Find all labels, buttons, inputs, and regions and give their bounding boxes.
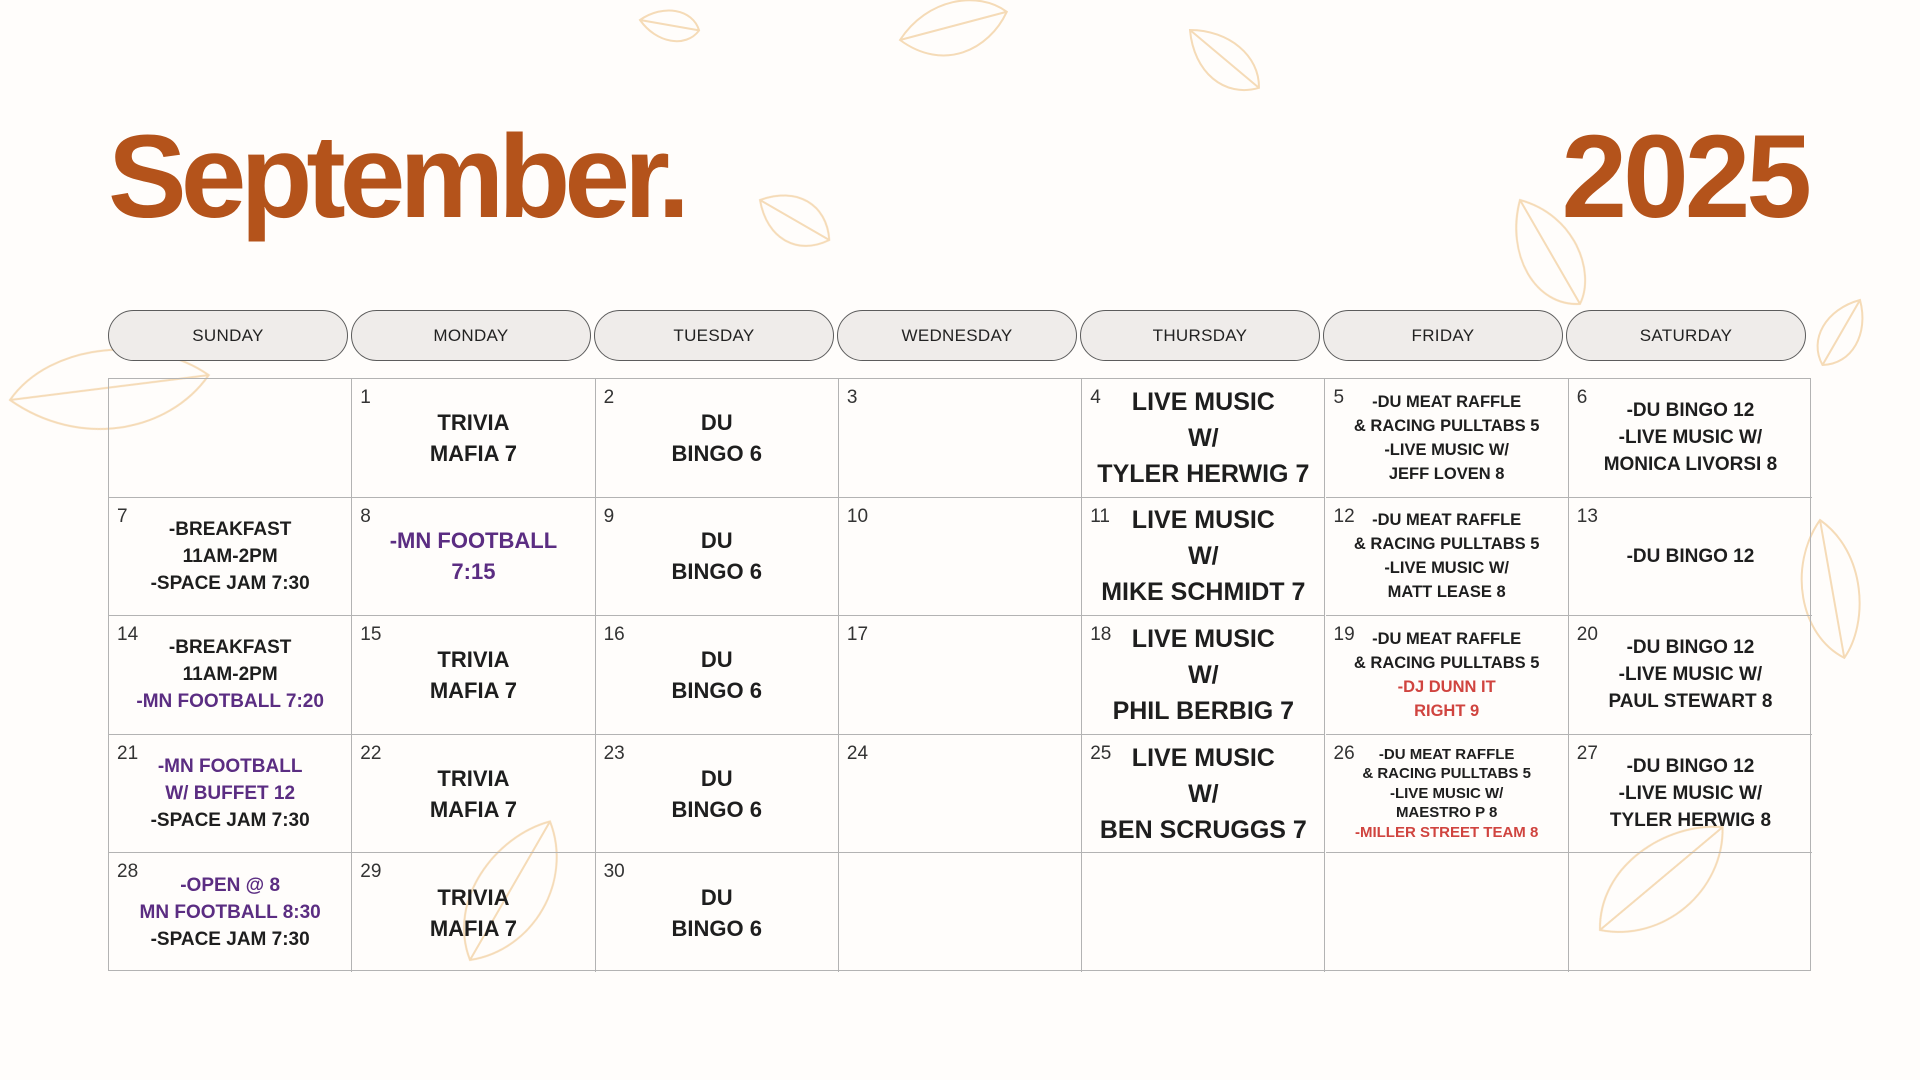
calendar-grid <box>108 378 1811 971</box>
event-line: MAFIA 7 <box>429 796 518 822</box>
event-list <box>109 616 351 734</box>
event-line: -DU BINGO 12 <box>1626 400 1755 422</box>
day-number: 1 <box>360 387 371 408</box>
day-number: 19 <box>1333 624 1355 646</box>
event-line: LIVE MUSIC <box>1131 743 1275 772</box>
event-list <box>1082 616 1324 734</box>
month-title: September. <box>108 111 685 243</box>
event-list <box>352 379 594 497</box>
event-line: -SPACE JAM 7:30 <box>150 572 310 594</box>
event-list <box>839 616 1081 734</box>
event-list <box>109 853 351 972</box>
day-number: 5 <box>1333 387 1345 408</box>
event-line: -MN FOOTBALL 7:20 <box>136 691 324 713</box>
event-line: -LIVE MUSIC W/ <box>1618 664 1763 686</box>
event-line: W/ <box>1188 660 1219 689</box>
event-list <box>596 498 838 616</box>
day-cell <box>109 616 352 735</box>
event-line: BINGO 6 <box>671 559 762 585</box>
event-line: -OPEN @ 8 <box>180 875 281 897</box>
event-line: DU <box>700 765 733 791</box>
weekday-tuesday: TUESDAY <box>594 310 834 361</box>
day-number: 16 <box>603 624 625 646</box>
event-line: & RACING PULLTABS 5 <box>1362 765 1531 783</box>
day-cell <box>109 498 352 617</box>
day-cell <box>1326 735 1569 854</box>
weekday-thursday: THURSDAY <box>1080 310 1320 361</box>
day-cell <box>352 379 595 498</box>
day-number: 28 <box>117 861 139 883</box>
day-number: 12 <box>1333 505 1355 527</box>
event-list <box>109 379 351 497</box>
event-line: MATT LEASE 8 <box>1387 583 1506 602</box>
event-line: -LIVE MUSIC W/ <box>1389 784 1504 802</box>
day-number: 8 <box>360 505 371 527</box>
event-line: & RACING PULLTABS 5 <box>1353 653 1540 672</box>
event-line: -MN FOOTBALL <box>157 756 303 778</box>
day-cell <box>839 735 1082 854</box>
day-cell <box>1569 379 1812 498</box>
day-cell <box>352 616 595 735</box>
leaf-icon <box>749 181 841 260</box>
event-list <box>839 735 1081 853</box>
day-number: 11 <box>1090 505 1110 527</box>
event-line: TRIVIA <box>437 646 510 672</box>
day-number: 17 <box>846 624 869 646</box>
day-number: 26 <box>1333 742 1355 764</box>
event-list <box>1326 379 1568 497</box>
weekday-header-row <box>108 310 1812 363</box>
event-line: 7:15 <box>451 559 496 585</box>
day-cell <box>352 735 595 854</box>
event-line: -DU BINGO 12 <box>1626 545 1755 567</box>
event-line: TYLER HERWIG 8 <box>1609 810 1772 832</box>
day-cell <box>1082 379 1325 498</box>
event-list <box>1569 616 1812 734</box>
event-list <box>1082 735 1324 853</box>
day-number: 15 <box>360 624 382 646</box>
event-line: MN FOOTBALL 8:30 <box>139 902 321 924</box>
event-line: -MN FOOTBALL <box>389 528 558 554</box>
event-line: & RACING PULLTABS 5 <box>1353 416 1540 435</box>
event-line: -DU MEAT RAFFLE <box>1372 392 1522 411</box>
day-number: 27 <box>1576 742 1598 764</box>
event-line: MAFIA 7 <box>429 915 518 941</box>
day-cell <box>1569 498 1812 617</box>
day-cell <box>596 498 839 617</box>
day-cell <box>1569 616 1812 735</box>
day-cell <box>839 498 1082 617</box>
event-list <box>1082 853 1324 972</box>
day-cell <box>1326 853 1569 972</box>
day-number: 13 <box>1576 505 1598 527</box>
event-line: TYLER HERWIG 7 <box>1097 459 1310 488</box>
event-list <box>1569 735 1812 853</box>
event-list <box>352 853 594 972</box>
day-cell <box>839 853 1082 972</box>
event-list <box>1569 498 1812 616</box>
event-line: W/ <box>1188 542 1219 571</box>
event-line: -SPACE JAM 7:30 <box>150 929 310 951</box>
event-line: -DU BINGO 12 <box>1626 756 1755 778</box>
day-number: 14 <box>117 624 139 646</box>
event-list <box>1326 498 1568 616</box>
event-line: -BREAKFAST <box>168 637 292 659</box>
day-cell <box>839 379 1082 498</box>
event-line: 11AM-2PM <box>182 545 278 567</box>
event-line: MIKE SCHMIDT 7 <box>1101 578 1306 607</box>
day-cell <box>1569 735 1812 854</box>
event-line: MAESTRO P 8 <box>1395 804 1498 822</box>
weekday-wednesday: WEDNESDAY <box>837 310 1077 361</box>
event-line: -LIVE MUSIC W/ <box>1384 440 1509 459</box>
event-list <box>352 735 594 853</box>
day-number: 10 <box>846 505 869 527</box>
event-line: JEFF LOVEN 8 <box>1388 464 1505 483</box>
day-number: 24 <box>846 742 869 764</box>
event-line: PAUL STEWART 8 <box>1608 691 1773 713</box>
day-number: 29 <box>360 861 382 883</box>
day-cell <box>596 735 839 854</box>
event-line: DU <box>700 884 733 910</box>
event-line: -DJ DUNN IT <box>1397 677 1496 696</box>
event-line: -BREAKFAST <box>168 518 292 540</box>
event-line: BINGO 6 <box>671 796 762 822</box>
day-cell <box>1082 735 1325 854</box>
event-list <box>1082 379 1324 497</box>
day-number: 18 <box>1090 624 1112 646</box>
event-line: BINGO 6 <box>671 677 762 703</box>
event-line: MAFIA 7 <box>429 677 518 703</box>
event-line: DU <box>700 528 733 554</box>
weekday-sunday: SUNDAY <box>108 310 348 361</box>
event-list <box>1326 616 1568 734</box>
day-number: 6 <box>1576 387 1588 408</box>
event-line: MONICA LIVORSI 8 <box>1603 454 1778 476</box>
event-list <box>596 853 838 972</box>
event-line: DU <box>700 409 733 435</box>
event-line: BINGO 6 <box>671 440 762 466</box>
weekday-saturday: SATURDAY <box>1566 310 1806 361</box>
day-cell <box>1082 616 1325 735</box>
day-cell <box>1326 379 1569 498</box>
weekday-monday: MONDAY <box>351 310 591 361</box>
day-number: 25 <box>1090 742 1112 764</box>
event-list <box>596 616 838 734</box>
day-number: 3 <box>846 387 858 408</box>
day-number: 2 <box>603 387 615 408</box>
day-cell <box>352 498 595 617</box>
event-line: -DU MEAT RAFFLE <box>1372 629 1522 648</box>
event-list <box>1326 735 1568 853</box>
event-list <box>596 379 838 497</box>
event-line: -SPACE JAM 7:30 <box>150 810 310 832</box>
day-number: 30 <box>603 861 625 883</box>
event-list <box>1569 379 1812 497</box>
leaf-icon <box>894 0 1015 71</box>
event-line: -LIVE MUSIC W/ <box>1618 427 1763 449</box>
day-cell <box>1569 853 1812 972</box>
event-line: W/ <box>1188 779 1219 808</box>
event-line: LIVE MUSIC <box>1131 624 1275 653</box>
leaf-icon <box>637 5 701 45</box>
leaf-icon <box>1176 16 1271 105</box>
day-cell <box>839 616 1082 735</box>
day-cell <box>596 379 839 498</box>
event-list <box>109 498 351 616</box>
event-line: LIVE MUSIC <box>1131 387 1275 416</box>
event-line: -DU MEAT RAFFLE <box>1372 511 1522 530</box>
day-number: 9 <box>603 505 615 527</box>
event-list <box>839 498 1081 616</box>
day-cell <box>596 616 839 735</box>
weekday-friday: FRIDAY <box>1323 310 1563 361</box>
event-line: TRIVIA <box>437 765 510 791</box>
day-cell <box>1326 616 1569 735</box>
event-line: W/ <box>1188 423 1219 452</box>
year-title: 2025 <box>1561 111 1808 243</box>
event-line: TRIVIA <box>437 409 510 435</box>
event-list <box>839 379 1081 497</box>
day-number: 22 <box>360 742 382 764</box>
event-list <box>839 853 1081 972</box>
event-list <box>109 735 351 853</box>
event-list <box>352 498 594 616</box>
event-line: -LIVE MUSIC W/ <box>1618 783 1763 805</box>
event-line: -DU MEAT RAFFLE <box>1378 745 1515 763</box>
event-line: DU <box>700 646 733 672</box>
event-line: RIGHT 9 <box>1414 701 1480 720</box>
day-cell <box>109 853 352 972</box>
day-cell <box>109 379 352 498</box>
event-line: -DU BINGO 12 <box>1626 637 1755 659</box>
day-number: 4 <box>1090 387 1101 408</box>
day-number: 23 <box>603 742 625 764</box>
day-number: 21 <box>117 742 139 764</box>
leaf-icon <box>1806 291 1876 375</box>
event-line: & RACING PULLTABS 5 <box>1353 535 1540 554</box>
event-line: 11AM-2PM <box>182 664 278 686</box>
day-cell <box>1082 853 1325 972</box>
day-number: 20 <box>1576 624 1598 646</box>
day-cell <box>596 853 839 972</box>
day-cell <box>109 735 352 854</box>
day-number: 7 <box>117 505 128 527</box>
event-line: W/ BUFFET 12 <box>165 783 296 805</box>
event-line: LIVE MUSIC <box>1131 506 1275 535</box>
event-line: -MILLER STREET TEAM 8 <box>1354 823 1539 841</box>
event-line: PHIL BERBIG 7 <box>1112 696 1295 725</box>
event-list <box>1569 853 1812 972</box>
event-list <box>1326 853 1568 972</box>
event-list <box>596 735 838 853</box>
event-line: TRIVIA <box>437 884 510 910</box>
event-line: BINGO 6 <box>671 915 762 941</box>
event-line: MAFIA 7 <box>429 440 518 466</box>
event-line: BEN SCRUGGS 7 <box>1099 815 1307 844</box>
event-list <box>1082 498 1324 616</box>
day-cell <box>352 853 595 972</box>
day-cell <box>1082 498 1325 617</box>
event-list <box>352 616 594 734</box>
event-line: -LIVE MUSIC W/ <box>1384 559 1509 578</box>
day-cell <box>1326 498 1569 617</box>
